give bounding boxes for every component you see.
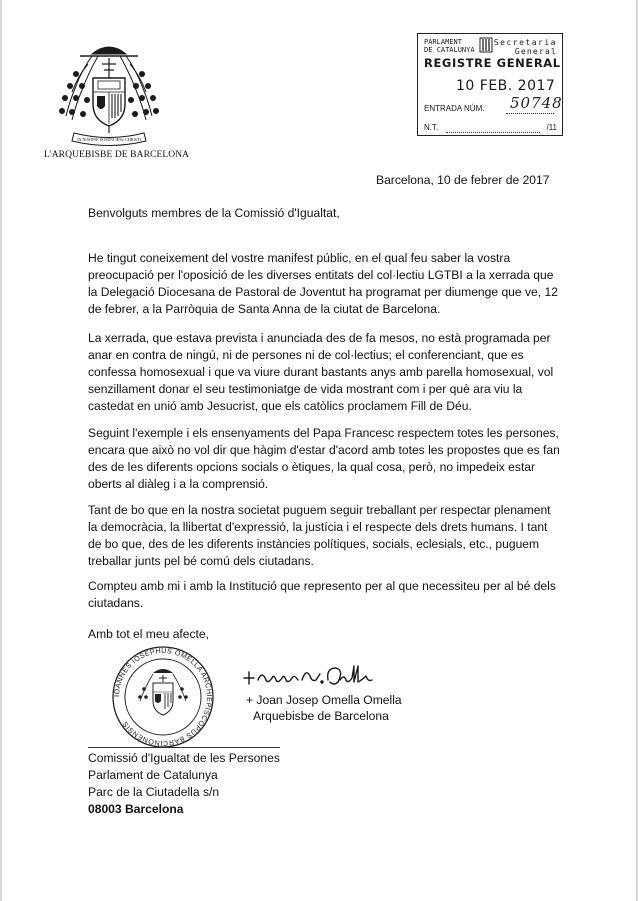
- stamp-institution-line1: PARLAMENT: [424, 38, 462, 46]
- stamp-date: 10 FEB. 2017: [456, 78, 556, 94]
- paragraph-1: [88, 250, 560, 318]
- paragraph-line: de febrer, a la Parròquia de Santa Anna de la ciutat de Barcelona.: [88, 302, 441, 316]
- paragraph-line: La xerrada, que estava prevista i anunciada des de fa mesos, no està programada per: [88, 331, 551, 345]
- stamp-register-title: REGISTRE GENERAL: [424, 56, 561, 70]
- paragraph-line: treballar junts pel bé comú dels ciutadans.: [88, 554, 314, 568]
- paragraph-line: Compteu amb mi i amb la Institució que represento per al que necessiteu per al bé dels: [88, 579, 556, 593]
- stamp-nt-underline: [446, 132, 540, 133]
- addressee-line: Comissió d'Igualtat de les Persones: [88, 751, 280, 765]
- crest-motto: IN NOMINE DOMINI IESU CHRISTI: [77, 137, 141, 142]
- addressee-line: Parlament de Catalunya: [88, 768, 218, 782]
- paragraph-line: la democràcia, la llibertat d'expressió, la justícia i el respecte dels drets humans. I tant: [88, 520, 548, 534]
- addressee-postcode-city: 08003 Barcelona: [88, 802, 184, 816]
- signer-name: + Joan Josep Omella Omella: [246, 693, 402, 707]
- paragraph-line: Seguint l'exemple i els ensenyaments del Papa Francesc respectem totes les persones,: [88, 426, 559, 440]
- seal-text: IOANNES IOSEPHUS OMELLA ARCHIEPISCOPUS BARCINONENSIS: [111, 645, 215, 749]
- stamp-secretariat-line1: Secretaria: [493, 38, 557, 47]
- addressee-line: Parc de la Ciutadella s/n: [88, 785, 220, 799]
- stamp-entry-underline: [506, 113, 554, 114]
- paragraph-2: [88, 330, 560, 415]
- stamp-secretariat-line2: General: [514, 47, 557, 56]
- letterhead-caption: L'ARQUEBISBE DE BARCELONA: [44, 150, 190, 160]
- archbishop-coat-of-arms-logo: [52, 38, 167, 148]
- paragraph-line: anar en contra de ningú, ni de persones ni de col·lectius; el conferenciant, que es: [88, 348, 524, 362]
- paragraph-line: Tant de bo que en la nostra societat puguem seguir treballant per respectar plenament: [88, 503, 551, 517]
- stamp-nt-suffix: /11: [546, 123, 557, 132]
- signer-block: [246, 692, 402, 724]
- paragraph-line: preocupació per l'oposició de les diverses entitats del col·lectiu LGTBI a la xerrada que: [88, 268, 554, 282]
- paragraph-line: des de les diferents opcions socials o ètiques, la qual cosa, però, no impedeix estar: [88, 460, 536, 474]
- stamp-entry-number: 50748: [510, 94, 563, 112]
- paragraph-line: senzillament donar el seu testimoniatge de vida mostrant com i per què ara viu la: [88, 382, 523, 396]
- paragraph-line: encara que això no vol dir que hàgim d'estar d'acord amb totes les propostes que es fan: [88, 443, 560, 457]
- paragraph-line: oberts al diàleg i a la comprensió.: [88, 477, 269, 491]
- registry-stamp: [417, 33, 563, 136]
- paragraph-4: [88, 502, 560, 570]
- paragraph-line: ciutadans.: [88, 596, 144, 610]
- paragraph-line: castedat en unió amb Jesucrist, que els catòlics proclamem Fill de Déu.: [88, 399, 472, 413]
- stamp-entry-label: ENTRADA NÚM.: [424, 104, 485, 113]
- paragraph-line: la Delegació Diocesana de Pastoral de Joventut ha programat per diumenge que ve, 12: [88, 285, 558, 299]
- salutation: Benvolguts membres de la Comissió d'Igualtat,: [88, 206, 340, 220]
- handwritten-signature: [240, 660, 380, 690]
- paragraph-line: confessa homosexual i que va viure durant bastants anys amb parella homosexual, vol: [88, 365, 554, 379]
- stamp-nt-label: N.T.: [424, 123, 439, 132]
- page-edge-left: [0, 0, 2, 901]
- parliament-emblem-icon: [478, 36, 494, 56]
- signature-text: + Joan J. Omella: [240, 660, 248, 661]
- addressee-divider: [88, 747, 280, 748]
- closing: Amb tot el meu afecte,: [88, 627, 209, 641]
- signer-title: Arquebisbe de Barcelona: [253, 709, 389, 723]
- letter-date: Barcelona, 10 de febrer de 2017: [376, 173, 550, 187]
- paragraph-line: He tingut coneixement del vostre manifest públic, en el qual feu saber la vostra: [88, 251, 511, 265]
- archbishop-seal-stamp: [98, 645, 228, 750]
- paragraph-3: [88, 425, 560, 493]
- paragraph-line: de bo que, des de les diferents instàncies polítiques, socials, eclesials, etc., puguem: [88, 537, 540, 551]
- addressee-block: [88, 750, 280, 818]
- paragraph-5: [88, 578, 560, 612]
- stamp-institution-line2: DE CATALUNYA: [424, 46, 475, 54]
